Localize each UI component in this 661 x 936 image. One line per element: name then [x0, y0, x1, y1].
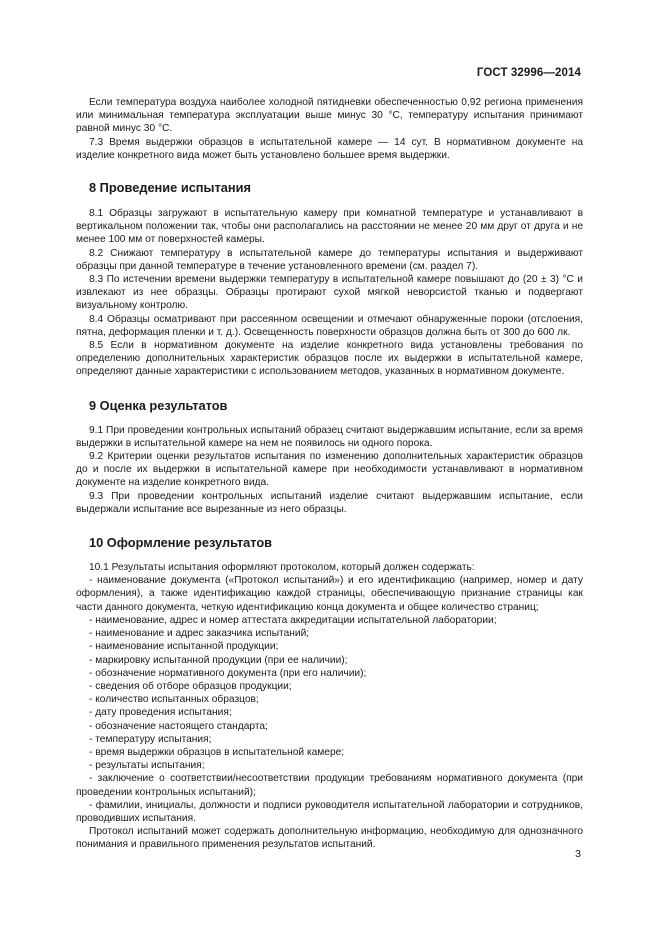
list-item: - обозначение настоящего стандарта;: [89, 720, 268, 732]
clause-9-3: 9.3 При проведении контрольных испытаний изделие считают выдержавшим испытание, если выдержали испытание все вырезанные из него образцы.: [76, 490, 583, 515]
list-item: - температуру испытания;: [89, 733, 212, 745]
page-content: [76, 96, 583, 852]
list-item: - сведения об отборе образцов продукции;: [89, 680, 292, 692]
clause-10-1: 10.1 Результаты испытания оформляют протоколом, который должен содержать:: [89, 562, 475, 574]
standard-designation: ГОСТ 32996—2014: [476, 67, 581, 79]
list-item: - количество испытанных образцов;: [89, 694, 259, 706]
list-item: - фамилии, инициалы, должности и подписи руководителя испытательной лаборатории и сотрудников, проводивших испытания.: [76, 799, 583, 824]
section-8-heading: 8 Проведение испытания: [89, 180, 251, 196]
clause-8-3: 8.3 По истечении времени выдержки температуру в испытательной камере повышают до (20 ± 3) °С и извлекают из нее образцы. Образцы протирают сухой мягкой неворсистой тканью и подвергают визуальному контролю.: [76, 274, 583, 312]
list-item: - наименование испытанной продукции;: [89, 641, 279, 653]
clause-7-3: 7.3 Время выдержки образцов в испытательной камере — 14 сут. В нормативном документе на изделие конкретного вида может быть установлено большее время выдержки.: [76, 136, 583, 161]
list-item: - обозначение нормативного документа (при его наличии);: [89, 667, 367, 679]
list-item: - заключение о соответствии/несоответствии продукции требованиям нормативного документа (при проведении контрольных испытаний);: [76, 773, 583, 798]
section-10-heading: 10 Оформление результатов: [89, 535, 273, 551]
list-item: - наименование и адрес заказчика испытаний;: [89, 628, 310, 640]
page-number: 3: [575, 848, 581, 860]
closing-paragraph: Протокол испытаний может содержать дополнительную информацию, необходимую для однозначного понимания и правильного применения результатов испытаний.: [76, 826, 583, 851]
clause-8-2: 8.2 Снижают температуру в испытательной камере до температуры испытания и выдерживают образцы при данной температуре в течение установленного времени (см. раздел 7).: [76, 247, 583, 272]
list-item: - дату проведения испытания;: [89, 707, 232, 719]
list-item: - результаты испытания;: [89, 760, 205, 772]
clause-9-2: 9.2 Критерии оценки результатов испытания по изменению дополнительных характеристик образцов до и после их выдержки в испытательной камере при необходимости устанавливают в нормативном документе на изделие конкретного вида.: [76, 451, 583, 489]
intro-paragraph-1: Если температура воздуха наиболее холодной пятидневки обеспеченностью 0,92 региона применения или минимальная температура эксплуатации выше минус 30 °С, температуру испытания принимают равной минус 30 °С.: [76, 97, 583, 135]
clause-8-1: 8.1 Образцы загружают в испытательную камеру при комнатной температуре и устанавливают в вертикальном положении так, чтобы они располагались на расстоянии не менее 20 мм друг от друга и не менее 100 мм от поверхностей камеры.: [76, 208, 583, 246]
list-item: - маркировку испытанной продукции (при ее наличии);: [89, 654, 348, 666]
section-9-heading: 9 Оценка результатов: [89, 397, 228, 413]
clause-8-4: 8.4 Образцы осматривают при рассеянном освещении и отмечают обнаруженные пороки (отслоения, пятна, деформация пленки и т. д.). Освещенность поверхности образцов должна быть от 300 до 600 лк.: [76, 313, 583, 338]
clause-8-5: 8.5 Если в нормативном документе на изделие конкретного вида установлены требования по определению дополнительных характеристик образцов после их выдержки в испытательной камере, определяют данные характеристики с использованием методов, указанных в нормативном документе.: [76, 340, 583, 378]
list-item: - наименование, адрес и номер аттестата аккредитации испытательной лаборатории;: [89, 614, 497, 626]
list-item: - наименование документа («Протокол испытаний») и его идентификацию (например, номер и дату оформления), а также идентификацию каждой страницы, обеспечивающую признание страницы как части данного документа, четкую идентификацию конца документа и общее количество страниц;: [76, 575, 583, 613]
list-item: - время выдержки образцов в испытательной камере;: [89, 746, 345, 758]
clause-9-1: 9.1 При проведении контрольных испытаний образец считают выдержавшим испытание, если за время выдержки в испытательной камере на нем не появилось ни одного порока.: [76, 424, 583, 449]
